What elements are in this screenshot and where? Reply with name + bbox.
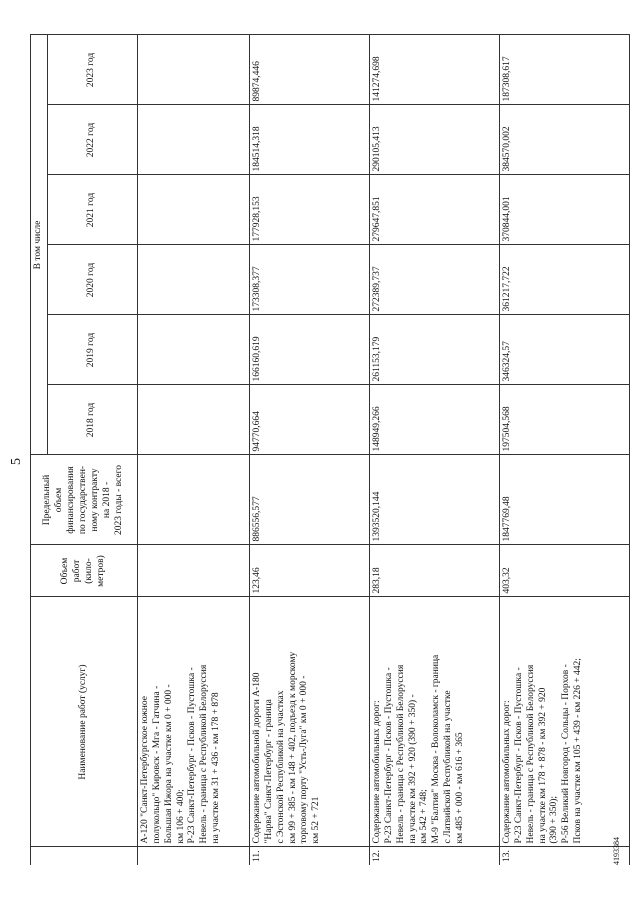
row-2023: 141274,698 — [369, 35, 499, 105]
row-2023 — [137, 35, 249, 105]
row-name: Содержание автомобильных дорог: Р-23 Санкт-Петербург - Псков - Пустошка - Невель - граница с Республикой Белоруссия на участке км 392 + 920 (390 + 350) - км 542 + 748; М-9 "Балтия" Москва - Волоколамск - граница с Латвийской Республикой на участке км 485 + 000 - км 616 + 365 — [369, 597, 499, 847]
row-volume: 283,18 — [369, 545, 499, 597]
table-row — [499, 35, 629, 865]
row-name: А-120 "Санкт-Петербургское южное полукольцо" Кировск - Мга - Гатчина - Большая Ижора на участке км 0 + 000 - км 106 + 400; Р-23 Санкт-Петербург - Псков - Пустошка - Невель - граница с Республикой Белоруссия на участке км 31 + 436 - км 178 + 878 — [137, 597, 249, 847]
row-2020: 361217,722 — [499, 245, 629, 315]
header-row-1 — [31, 35, 48, 865]
header-year-2021: 2021 год — [47, 175, 137, 245]
header-group: В том числе — [31, 35, 48, 455]
document-code: 4193384 — [612, 837, 621, 865]
row-2021 — [137, 175, 249, 245]
row-2022: 184514,318 — [249, 105, 369, 175]
row-2019 — [137, 315, 249, 385]
header-year-2022: 2022 год — [47, 105, 137, 175]
row-2021: 177928,153 — [249, 175, 369, 245]
header-limit: Предельный объем финансирования по государствен- ному контракту на 2018 - 2023 годы - всего — [31, 455, 138, 545]
header-year-2023: 2023 год — [47, 35, 137, 105]
row-2023: 89874,446 — [249, 35, 369, 105]
row-2019: 166160,619 — [249, 315, 369, 385]
row-2020: 272389,737 — [369, 245, 499, 315]
row-2018: 148949,266 — [369, 385, 499, 455]
row-num: 11. — [249, 847, 369, 865]
row-2021: 279647,851 — [369, 175, 499, 245]
row-volume: 403,32 — [499, 545, 629, 597]
table-row — [249, 35, 369, 865]
row-2022: 290105,413 — [369, 105, 499, 175]
page-number: 5 — [9, 458, 24, 465]
header-year-2020: 2020 год — [47, 245, 137, 315]
header-year-2018: 2018 год — [47, 385, 137, 455]
header-name: Наименование работ (услуг) — [31, 597, 138, 847]
row-name: Содержание автомобильной дороги А-180 "Нарва" Санкт-Петербург - граница с Эстонской Республикой на участках км 99 + 385 - км 148 + 402, подъезд к морскому торговому порту "Усть-Луга" км 0 + 000 - км 52 + 721 — [249, 597, 369, 847]
row-volume: 123,46 — [249, 545, 369, 597]
row-2022: 384570,002 — [499, 105, 629, 175]
row-2020 — [137, 245, 249, 315]
row-num: 13. — [499, 847, 629, 865]
row-limit: 1847769,48 — [499, 455, 629, 545]
header-volume: Объем работ (кило- метров) — [31, 545, 138, 597]
row-limit — [137, 455, 249, 545]
row-2018: 197504,568 — [499, 385, 629, 455]
row-2018 — [137, 385, 249, 455]
row-2023: 187308,617 — [499, 35, 629, 105]
row-name: Содержание автомобильных дорог: Р-23 Санкт-Петербург - Псков - Пустошка - Невель - граница с Республикой Белоруссия на участке км 178 + 878 - км 392 + 920 (390 + 350); Р-56 Великий Новгород - Сольцы - Порхов - Псков на участке км 105 + 439 - км 226 + 442; — [499, 597, 629, 847]
row-2018: 94770,664 — [249, 385, 369, 455]
header-year-2019: 2019 год — [47, 315, 137, 385]
row-num — [137, 847, 249, 865]
row-2020: 173308,377 — [249, 245, 369, 315]
row-2019: 346324,57 — [499, 315, 629, 385]
row-2019: 261153,179 — [369, 315, 499, 385]
row-limit: 1393520,144 — [369, 455, 499, 545]
row-2022 — [137, 105, 249, 175]
table-row — [369, 35, 499, 865]
row-2021: 370844,001 — [499, 175, 629, 245]
row-num: 12. — [369, 847, 499, 865]
row-volume — [137, 545, 249, 597]
header-num-cell — [31, 847, 138, 865]
row-limit: 886556,577 — [249, 455, 369, 545]
table-row — [137, 35, 249, 865]
works-table — [30, 34, 630, 865]
